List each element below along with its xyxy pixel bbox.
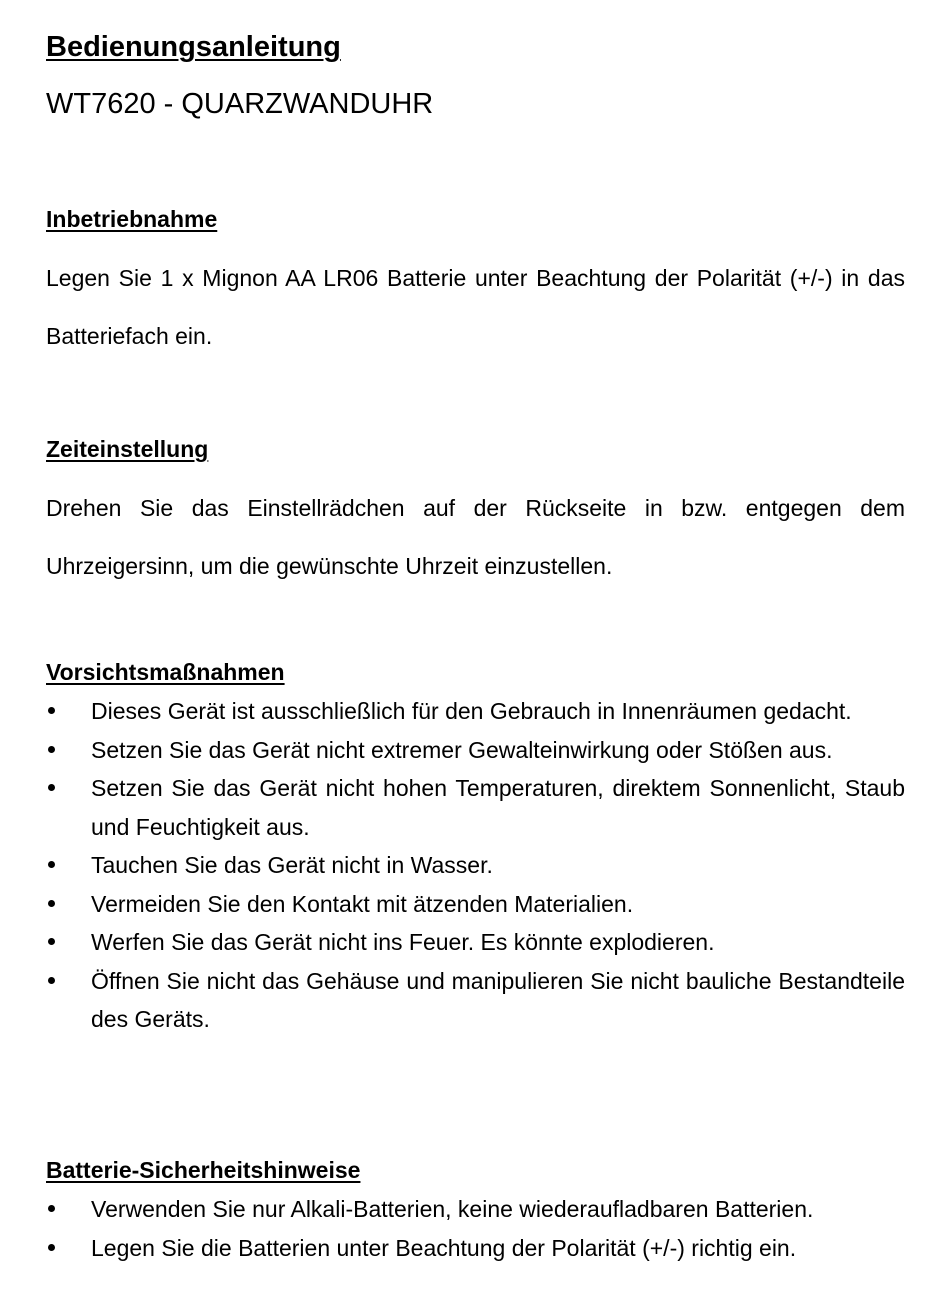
list-item: Vermeiden Sie den Kontakt mit ätzenden Materialien. — [46, 885, 905, 924]
precautions-list — [46, 692, 905, 1039]
list-item: Verwenden Sie nur Alkali-Batterien, keine wiederaufladbaren Batterien. — [46, 1190, 905, 1229]
section-heading-batterie: Batterie-Sicherheitshinweise — [46, 1157, 361, 1183]
bullet-icon — [48, 746, 55, 753]
product-subtitle: WT7620 - QUARZWANDUHR — [46, 88, 434, 120]
bullet-icon — [48, 900, 55, 907]
bullet-icon — [48, 1244, 55, 1251]
section-text-inbetriebnahme: Legen Sie 1 x Mignon AA LR06 Batterie unter Beachtung der Polarität (+/-) in das Batteriefach ein. — [46, 265, 905, 349]
list-item: Legen Sie die Batterien unter Beachtung der Polarität (+/-) richtig ein. — [46, 1229, 905, 1268]
list-item: Öffnen Sie nicht das Gehäuse und manipulieren Sie nicht bauliche Bestandteile des Geräts. — [46, 962, 905, 1039]
section-heading-zeiteinstellung: Zeiteinstellung — [46, 436, 209, 462]
section-text-zeiteinstellung: Drehen Sie das Einstellrädchen auf der Rückseite in bzw. entgegen dem Uhrzeigersinn, um die gewünschte Uhrzeit einzustellen. — [46, 495, 905, 579]
bullet-icon — [48, 861, 55, 868]
bullet-icon — [48, 707, 55, 714]
bullet-icon — [48, 784, 55, 791]
list-item: Dieses Gerät ist ausschließlich für den Gebrauch in Innenräumen gedacht. — [46, 692, 905, 731]
document-title: Bedienungsanleitung — [46, 31, 341, 63]
battery-safety-list — [46, 1190, 905, 1267]
list-item: Setzen Sie das Gerät nicht hohen Temperaturen, direktem Sonnenlicht, Staub und Feuchtigkeit aus. — [46, 769, 905, 846]
bullet-icon — [48, 1205, 55, 1212]
list-item: Setzen Sie das Gerät nicht extremer Gewalteinwirkung oder Stößen aus. — [46, 731, 905, 770]
section-heading-inbetriebnahme: Inbetriebnahme — [46, 206, 218, 232]
list-item: Tauchen Sie das Gerät nicht in Wasser. — [46, 846, 905, 885]
section-heading-vorsicht: Vorsichtsmaßnahmen — [46, 659, 285, 685]
bullet-icon — [48, 938, 55, 945]
bullet-icon — [48, 977, 55, 984]
list-item: Werfen Sie das Gerät nicht ins Feuer. Es könnte explodieren. — [46, 923, 905, 962]
